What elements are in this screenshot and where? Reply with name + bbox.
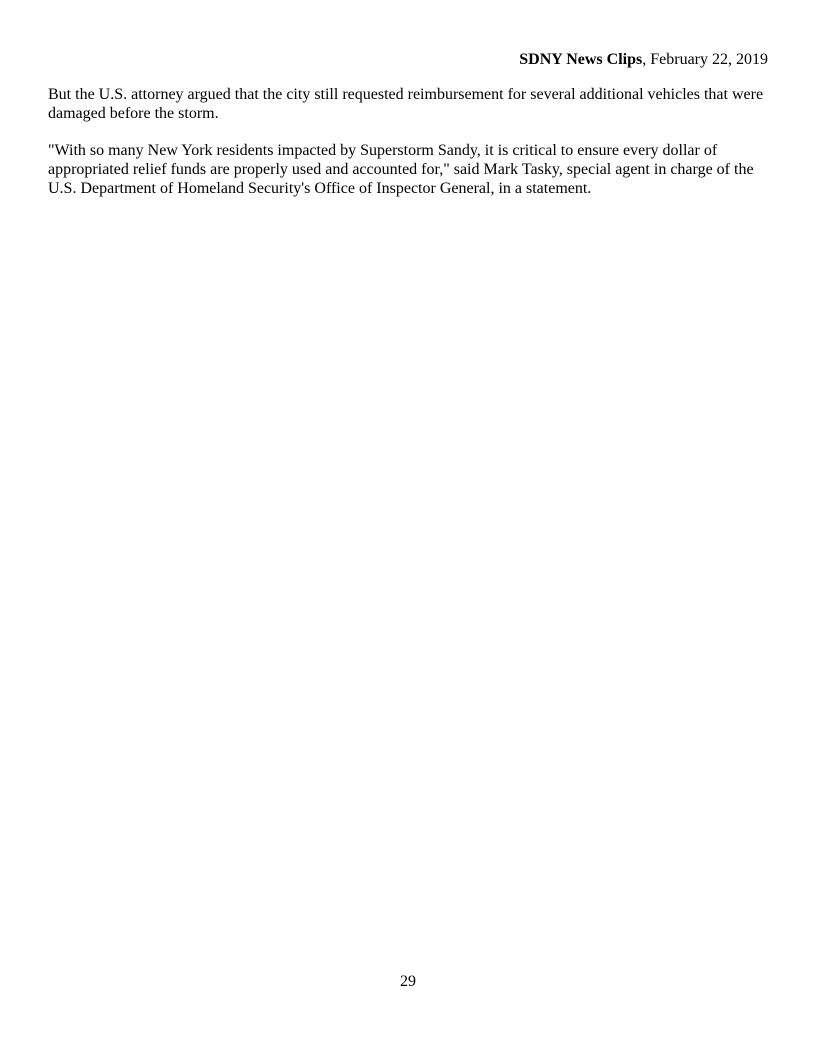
header-date: , February 22, 2019 <box>642 51 768 68</box>
publication-title: SDNY News Clips <box>519 51 643 68</box>
paragraph: But the U.S. attorney argued that the city still requested reimbursement for several additional vehicles that were damaged before the storm. <box>48 86 764 122</box>
page-number: 29 <box>400 973 416 990</box>
article-body <box>48 85 776 216</box>
page-header <box>519 50 768 69</box>
paragraph: "With so many New York residents impacted by Superstorm Sandy, it is critical to ensure every dollar of appropriated relief funds are properly used and accounted for," said Mark Tasky, special agent in charge of the U.S. Department of Homeland Security's Office of Inspector General, in a statement. <box>48 142 754 197</box>
